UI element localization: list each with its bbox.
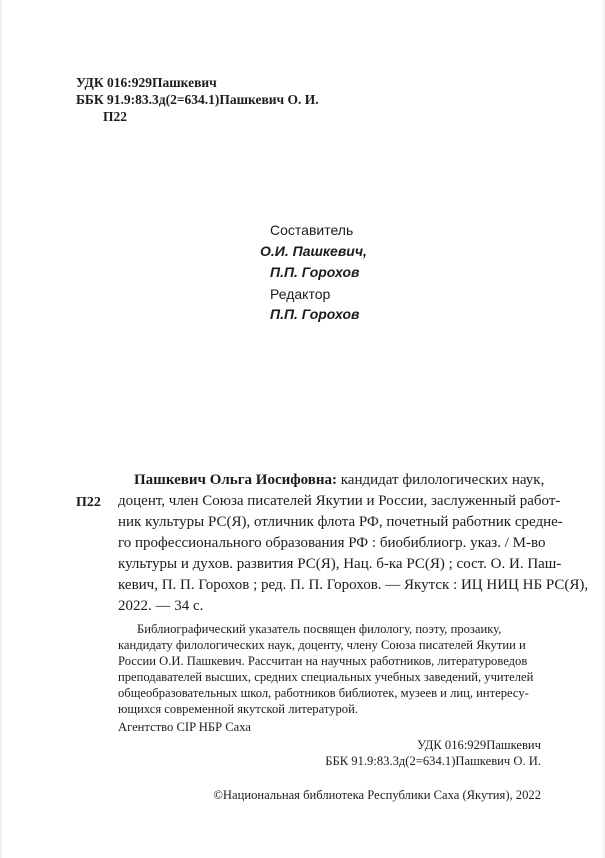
abstract-line: России О.И. Пашкевич. Рассчитан на научных работников, литературоведов	[118, 654, 528, 668]
abstract-line: преподавателей высших, средних специальных учебных заведений, учителей	[118, 670, 534, 684]
abstract-line: кандидату филологических наук, доценту, члену Союза писателей Якутии и	[118, 638, 526, 652]
compiler-name-2: П.П. Горохов	[270, 264, 360, 280]
top-udk: УДК 016:929Пашкевич	[76, 75, 217, 90]
record-line: кевич, П. П. Горохов ; ред. П. П. Горохов. — Якутск : ИЦ НИЦ НБ РС(Я),	[118, 577, 589, 593]
compiler-label: Составитель	[270, 222, 354, 238]
record-line: доцент, член Союза писателей Якутии и России, заслуженный работ-	[118, 493, 561, 509]
editor-name: П.П. Горохов	[270, 306, 360, 322]
record-heading: Пашкевич Ольга Иосифовна:	[134, 472, 337, 488]
cip-agency: Агентство CIP НБР Саха	[118, 720, 251, 734]
top-bbk: ББК 91.9:83.3д(2=634.1)Пашкевич О. И.	[76, 92, 319, 107]
record-author-mark: П22	[76, 495, 101, 510]
record-line: культуры и духов. развития РС(Я), Нац. б-ка РС(Я) ; сост. О. И. Паш-	[118, 556, 562, 572]
top-author-mark: П22	[103, 109, 128, 124]
catalog-card-page	[2, 0, 603, 858]
abstract-line: Библиографический указатель посвящен филологу, поэту, прозаику,	[137, 622, 502, 636]
record-line: 2022. — 34 с.	[118, 598, 204, 614]
bottom-udk: УДК 016:929Пашкевич	[417, 738, 541, 752]
record-line: го профессионального образования РФ : биобиблиогр. указ. / М-во	[118, 535, 546, 551]
abstract-line: ющихся современной якутской литературой.	[118, 702, 358, 716]
record-line: Пашкевич Ольга Иосифовна: кандидат филологических наук,	[134, 472, 545, 488]
editor-label: Редактор	[270, 286, 331, 302]
copyright-notice: ©Национальная библиотека Республики Саха (Якутия), 2022	[213, 788, 541, 802]
compiler-name-1: О.И. Пашкевич,	[260, 243, 367, 259]
abstract-line: общеобразовательных школ, работников библиотек, музеев и лиц, интересу-	[118, 686, 529, 700]
record-line: ник культуры РС(Я), отличник флота РФ, почетный работник средне-	[118, 514, 563, 530]
bottom-bbk: ББК 91.9:83.3д(2=634.1)Пашкевич О. И.	[325, 754, 541, 768]
